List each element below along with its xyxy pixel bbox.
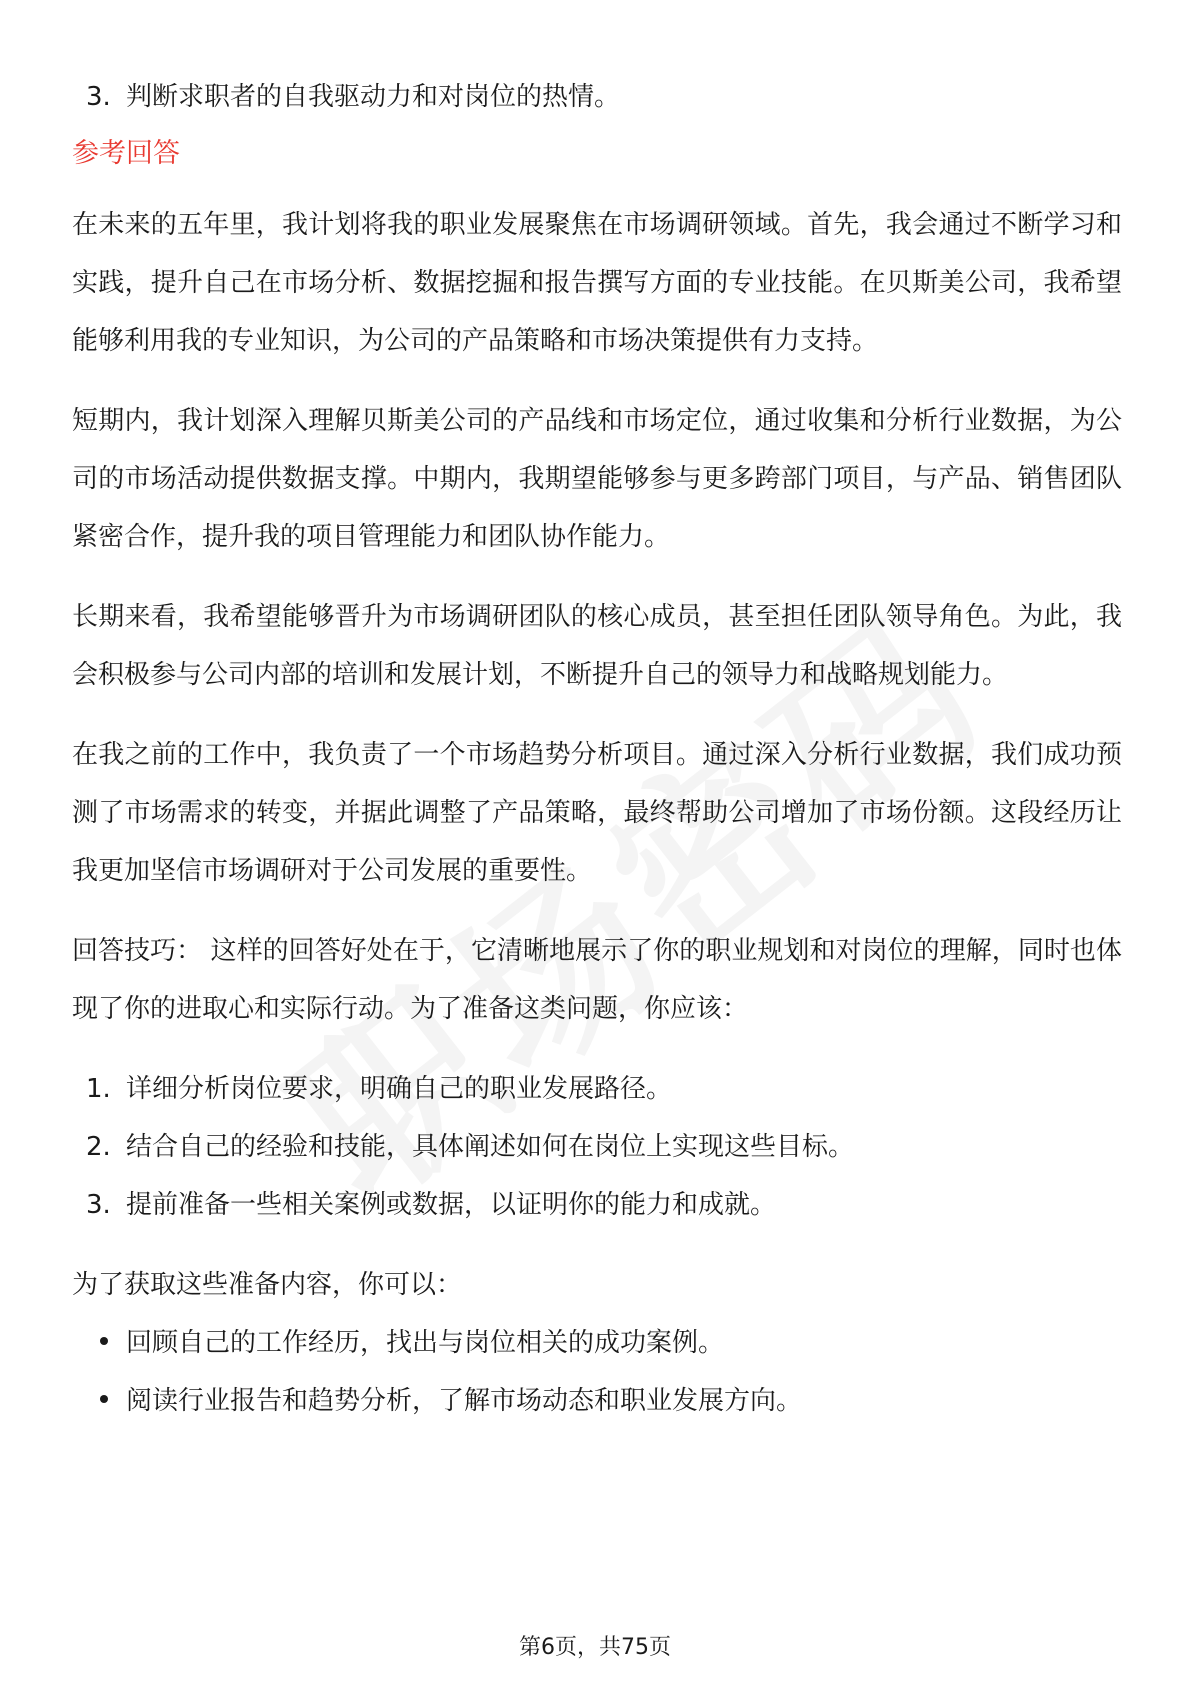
answer-paragraph-3: 长期来看，我希望能够晋升为市场调研团队的核心成员，甚至担任团队领导角色。为此，我会积极参与公司内部的培训和发展计划，不断提升自己的领导力和战略规划能力。 — [72, 602, 1122, 690]
bullet-item — [72, 1372, 1122, 1430]
reference-heading: 参考回答 — [72, 138, 180, 169]
intro-list — [72, 68, 1122, 126]
bullet-text: 阅读行业报告和趋势分析，了解市场动态和职业发展方向。 — [126, 1386, 803, 1416]
list-text: 提前准备一些相关案例或数据，以证明你的能力和成就。 — [126, 1190, 777, 1220]
answer-paragraph-4: 在我之前的工作中，我负责了一个市场趋势分析项目。通过深入分析行业数据，我们成功预测了市场需求的转变，并据此调整了产品策略，最终帮助公司增加了市场份额。这段经历让我更加坚信市场调研对于公司发展的重要性。 — [72, 740, 1122, 886]
prep-bullets — [72, 1314, 1122, 1430]
list-number: 3. — [86, 1190, 111, 1220]
bullet-dot-icon — [100, 1395, 108, 1403]
list-item — [72, 1118, 1122, 1176]
answer-paragraph-1: 在未来的五年里，我计划将我的职业发展聚焦在市场调研领域。首先，我会通过不断学习和实践，提升自己在市场分析、数据挖掘和报告撰写方面的专业技能。在贝斯美公司，我希望能够利用我的专业知识，为公司的产品策略和市场决策提供有力支持。 — [72, 210, 1122, 356]
list-number: 1. — [86, 1074, 111, 1104]
tips-list — [72, 1060, 1122, 1234]
list-text: 结合自己的经验和技能，具体阐述如何在岗位上实现这些目标。 — [126, 1132, 855, 1162]
list-item — [72, 68, 1122, 126]
bullet-dot-icon — [100, 1337, 108, 1345]
list-text: 详细分析岗位要求，明确自己的职业发展路径。 — [126, 1074, 673, 1104]
document-body — [72, 68, 1122, 1430]
tips-text: 这样的回答好处在于，它清晰地展示了你的职业规划和对岗位的理解，同时也体现了你的进取心和实际行动。为了准备这类问题，你应该： — [72, 936, 1122, 1024]
list-number: 3. — [86, 82, 111, 112]
list-text: 判断求职者的自我驱动力和对岗位的热情。 — [126, 82, 621, 112]
bullet-text: 回顾自己的工作经历，找出与岗位相关的成功案例。 — [126, 1328, 725, 1358]
page-footer: 第6页，共75页 — [519, 1635, 671, 1660]
bullet-item — [72, 1314, 1122, 1372]
list-number: 2. — [86, 1132, 111, 1162]
list-item — [72, 1060, 1122, 1118]
prep-intro: 为了获取这些准备内容，你可以： — [72, 1270, 463, 1300]
tips-paragraph — [72, 922, 1122, 1038]
answer-paragraph-2: 短期内，我计划深入理解贝斯美公司的产品线和市场定位，通过收集和分析行业数据，为公司的市场活动提供数据支撑。中期内，我期望能够参与更多跨部门项目，与产品、销售团队紧密合作，提升我的项目管理能力和团队协作能力。 — [72, 406, 1122, 552]
tips-label: 回答技巧： — [72, 936, 203, 966]
list-item — [72, 1176, 1122, 1234]
